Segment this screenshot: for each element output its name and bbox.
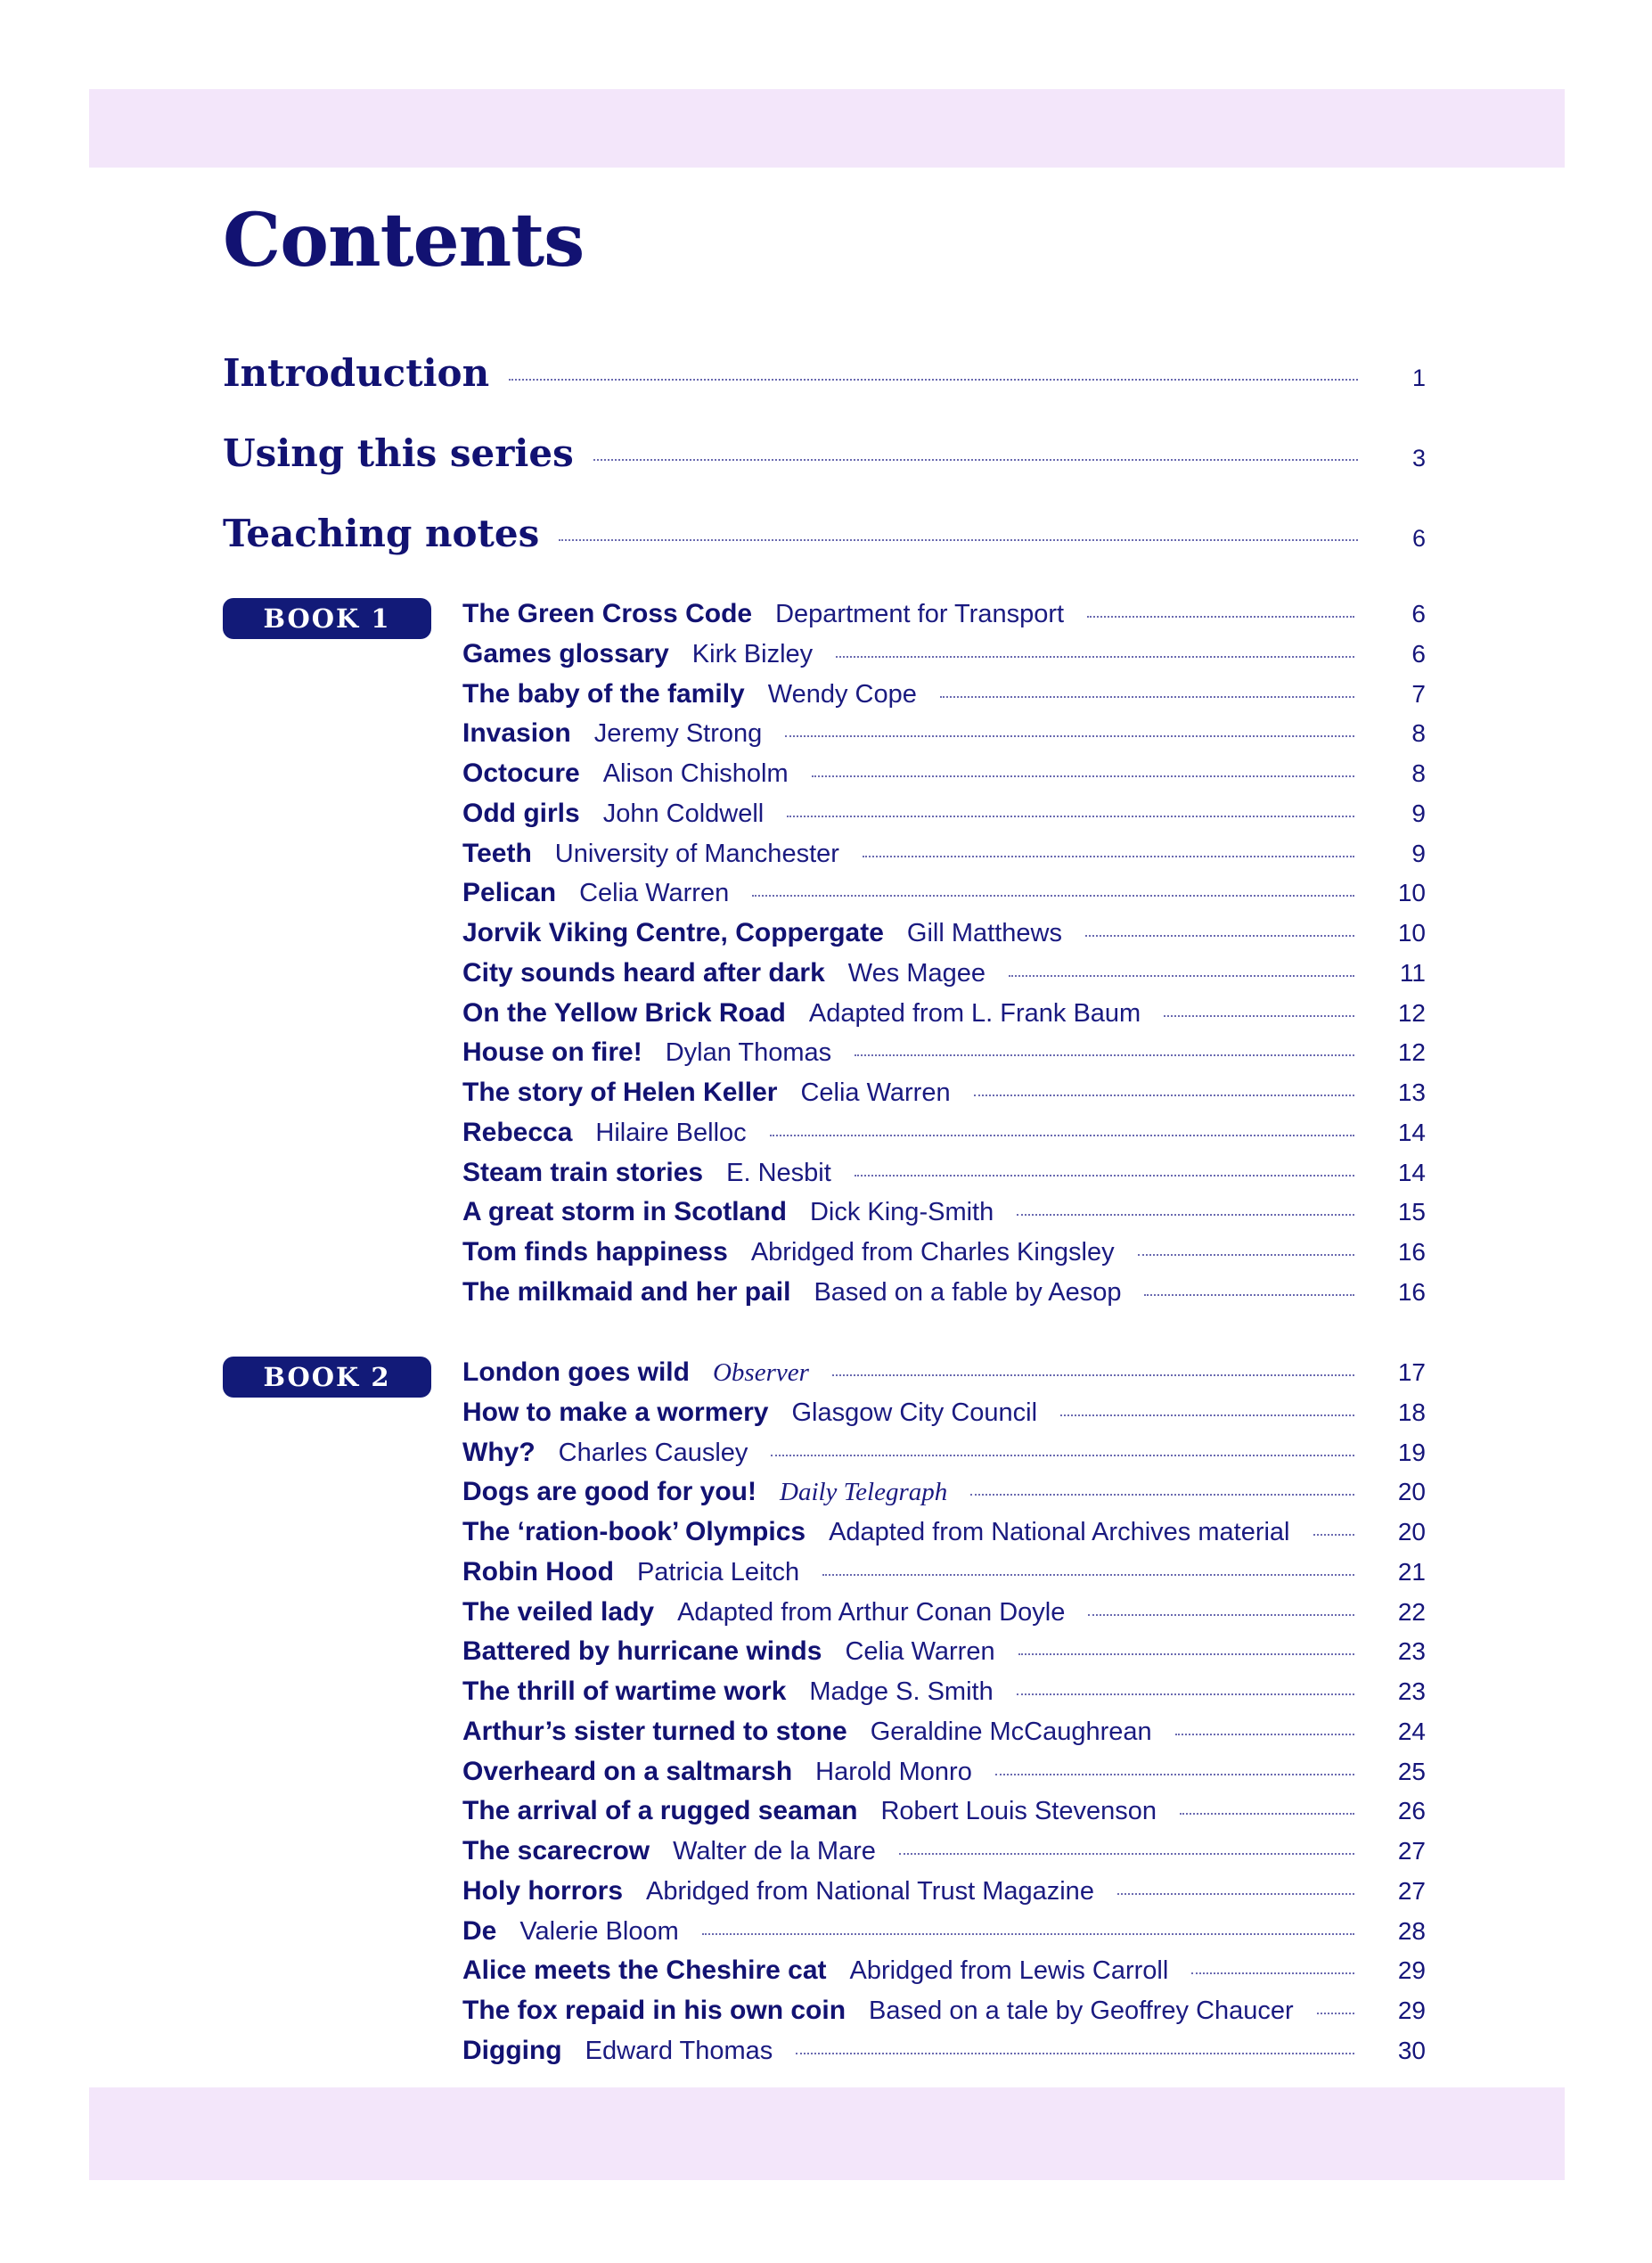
entry-author: Adapted from L. Frank Baum (808, 998, 1141, 1028)
entry-author: Wes Magee (847, 958, 985, 988)
entry-title: Invasion (462, 718, 571, 749)
toc-entry[interactable] (462, 1956, 1426, 1995)
book-2-badge: BOOK 2 (223, 1357, 431, 1398)
entry-author: Observer (712, 1358, 809, 1387)
dot-leader (1018, 1653, 1354, 1655)
entry-title: City sounds heard after dark (462, 957, 825, 988)
dot-leader (1138, 1254, 1354, 1256)
entry-author: Department for Transport (775, 600, 1065, 628)
toc-entry[interactable] (462, 1557, 1426, 1596)
entry-author: Abridged from National Trust Magazine (646, 1876, 1094, 1906)
entry-title: The veiled lady (462, 1596, 655, 1627)
dot-leader (1087, 616, 1354, 618)
entry-author: Wendy Cope (767, 679, 917, 709)
entry-author: Based on a fable by Aesop (814, 1277, 1122, 1307)
toc-entry[interactable] (462, 1158, 1426, 1197)
entry-author: Based on a tale by Geoffrey Chaucer (869, 1997, 1294, 2025)
page-number: 23 (1397, 1677, 1426, 1705)
toc-entry[interactable] (462, 1916, 1426, 1956)
dot-leader (899, 1853, 1354, 1855)
entry-author: Charles Causley (558, 1438, 748, 1467)
toc-entry[interactable] (462, 1836, 1426, 1875)
toc-entry[interactable] (462, 1477, 1426, 1516)
page-number: 22 (1397, 1597, 1426, 1626)
toc-entry[interactable] (462, 839, 1426, 878)
entry-title: Arthur’s sister turned to stone (462, 1716, 847, 1746)
dot-leader (770, 1135, 1354, 1136)
toc-entry[interactable] (462, 1757, 1426, 1796)
dot-leader (771, 1455, 1354, 1456)
toc-entry[interactable] (462, 1796, 1426, 1835)
page-number: 23 (1397, 1637, 1426, 1666)
entry-author: Madge S. Smith (809, 1677, 994, 1706)
entry-author: E. Nesbit (726, 1158, 831, 1187)
page-number: 16 (1397, 1277, 1426, 1306)
entry-author: Harold Monro (815, 1757, 972, 1786)
dot-leader (836, 656, 1354, 658)
entry-title: Pelican (462, 878, 557, 908)
page-number: 25 (1397, 1757, 1426, 1785)
dot-leader (752, 895, 1354, 897)
toc-entry[interactable] (462, 1996, 1426, 2035)
toc-entry[interactable] (462, 878, 1426, 917)
entry-author: Geraldine McCaughrean (870, 1717, 1152, 1746)
toc-section-using-this-series[interactable] (223, 431, 1426, 485)
toc-entry[interactable] (462, 718, 1426, 758)
page-number: 21 (1397, 1557, 1426, 1586)
entry-title: Octocure (462, 758, 580, 788)
page-number: 9 (1411, 839, 1426, 867)
entry-title: Digging (462, 2035, 562, 2065)
toc-entry[interactable] (462, 639, 1426, 678)
page-number: 29 (1397, 1956, 1426, 1985)
entry-author: Glasgow City Council (791, 1398, 1038, 1427)
page-number: 14 (1397, 1158, 1426, 1186)
page-number: 20 (1397, 1478, 1426, 1506)
dot-leader (1085, 935, 1354, 937)
entry-author: Valerie Bloom (519, 1916, 679, 1946)
dot-leader (1313, 1534, 1355, 1536)
entry-author: John Coldwell (602, 799, 765, 828)
entry-author: Edward Thomas (585, 2036, 773, 2065)
entry-author: Celia Warren (579, 879, 730, 908)
page-number: 27 (1397, 1876, 1426, 1905)
toc-entry[interactable] (462, 1277, 1426, 1316)
dot-leader (940, 696, 1354, 698)
page-number: 30 (1397, 2036, 1426, 2064)
toc-entry[interactable] (462, 1357, 1426, 1397)
entry-title: On the Yellow Brick Road (462, 997, 786, 1028)
entry-title: Robin Hood (462, 1556, 614, 1587)
dot-leader (1009, 975, 1354, 977)
entry-title: The scarecrow (462, 1836, 650, 1865)
entry-author: Dylan Thomas (665, 1038, 832, 1068)
toc-entry[interactable] (462, 679, 1426, 718)
toc-entry[interactable] (462, 599, 1426, 638)
toc-entry[interactable] (462, 799, 1426, 838)
top-band (89, 89, 1565, 168)
entry-title: The baby of the family (462, 678, 745, 709)
entry-title: The ‘ration-book’ Olympics (462, 1517, 806, 1546)
page-number: 6 (1411, 525, 1426, 552)
dot-leader (702, 1933, 1354, 1935)
entry-title: The arrival of a rugged seaman (462, 1796, 858, 1826)
entry-author: Robert Louis Stevenson (880, 1797, 1157, 1826)
dot-leader (855, 1175, 1354, 1177)
entry-title: Odd girls (462, 798, 580, 828)
dot-leader (995, 1774, 1354, 1775)
dot-leader (796, 2053, 1354, 2054)
dot-leader (593, 459, 1358, 461)
page-number: 12 (1397, 1038, 1426, 1067)
page-number: 15 (1397, 1198, 1426, 1226)
page-number: 29 (1397, 1997, 1426, 2024)
page-number: 7 (1411, 679, 1426, 708)
entry-title: Tom finds happiness (462, 1237, 728, 1267)
book-1-badge: BOOK 1 (223, 598, 431, 639)
page-number: 24 (1397, 1717, 1426, 1745)
dot-leader (855, 1054, 1354, 1056)
page-number: 10 (1397, 919, 1426, 947)
entry-author: Gill Matthews (906, 919, 1062, 947)
dot-leader (1088, 1614, 1354, 1616)
page-number: 26 (1397, 1797, 1426, 1825)
dot-leader (832, 1374, 1354, 1376)
entry-title: Steam train stories (462, 1157, 704, 1187)
toc-entry[interactable] (462, 1037, 1426, 1077)
dot-leader (1317, 2013, 1354, 2014)
dot-leader (1164, 1015, 1354, 1017)
page-number: 10 (1397, 879, 1426, 907)
toc-entry[interactable] (462, 1876, 1426, 1915)
entry-title: House on fire! (462, 1037, 642, 1068)
page-number: 11 (1399, 958, 1426, 987)
dot-leader (1117, 1893, 1354, 1895)
dot-leader (559, 539, 1358, 541)
entry-author: Alison Chisholm (602, 759, 789, 788)
dot-leader (812, 775, 1354, 777)
dot-leader (1017, 1693, 1354, 1695)
entry-author: Jeremy Strong (593, 719, 763, 749)
page-number: 14 (1397, 1118, 1426, 1146)
entry-author: Walter de la Mare (673, 1837, 876, 1865)
entry-author: Celia Warren (845, 1637, 995, 1667)
entry-author: Adapted from National Archives material (829, 1518, 1290, 1546)
entry-author: Adapted from Arthur Conan Doyle (677, 1597, 1066, 1627)
dot-leader (974, 1095, 1354, 1096)
toc-entry[interactable] (462, 1078, 1426, 1117)
dot-leader (863, 856, 1354, 857)
toc-entry[interactable] (462, 2036, 1426, 2075)
toc-entry[interactable] (462, 758, 1426, 798)
toc-entry[interactable] (462, 1636, 1426, 1676)
dot-leader (1144, 1294, 1354, 1296)
entry-author: Daily Telegraph (780, 1478, 948, 1507)
entry-title: A great storm in Scotland (462, 1197, 787, 1227)
entry-title: Jorvik Viking Centre, Coppergate (462, 918, 884, 947)
section-label: Introduction (223, 351, 490, 395)
entry-title: Overheard on a saltmarsh (462, 1756, 793, 1786)
toc-entry[interactable] (462, 1597, 1426, 1636)
page-number: 6 (1411, 639, 1426, 668)
toc-entry[interactable] (462, 1398, 1426, 1437)
entry-title: Games glossary (462, 638, 669, 668)
bottom-band (89, 2087, 1565, 2180)
entry-title: The story of Helen Keller (462, 1078, 778, 1107)
toc-entry[interactable] (462, 1237, 1426, 1276)
entry-title: How to make a wormery (462, 1397, 769, 1427)
entry-author: University of Manchester (554, 839, 839, 868)
page-number: 1 (1411, 365, 1426, 391)
page-number: 18 (1397, 1398, 1426, 1426)
toc-section-teaching-notes[interactable] (223, 512, 1426, 565)
page-number: 9 (1411, 799, 1426, 827)
entry-title: The Green Cross Code (462, 599, 753, 628)
toc-entry[interactable] (462, 1517, 1426, 1556)
entry-title: Dogs are good for you! (462, 1477, 756, 1507)
entry-author: Kirk Bizley (691, 639, 814, 668)
entry-title: Why? (462, 1437, 536, 1467)
dot-leader (1180, 1813, 1354, 1815)
entry-title: De (462, 1915, 497, 1946)
section-label: Using this series (223, 431, 574, 475)
toc-entry[interactable] (462, 1438, 1426, 1477)
entry-title: Rebecca (462, 1117, 573, 1147)
toc-entry[interactable] (462, 1118, 1426, 1157)
page-number: 28 (1397, 1916, 1426, 1945)
dot-leader (1175, 1734, 1354, 1735)
entry-author: Hilaire Belloc (595, 1118, 747, 1147)
toc-entry[interactable] (462, 958, 1426, 997)
entry-title: Teeth (462, 838, 532, 868)
page-number: 27 (1397, 1837, 1426, 1865)
entry-author: Celia Warren (800, 1078, 951, 1107)
entry-title: The milkmaid and her pail (462, 1276, 791, 1307)
page-number: 3 (1411, 445, 1426, 471)
page-number: 8 (1411, 759, 1426, 787)
toc-entry[interactable] (462, 1197, 1426, 1236)
section-label: Teaching notes (223, 512, 540, 555)
page-number: 12 (1397, 998, 1426, 1027)
page-number: 19 (1397, 1438, 1426, 1466)
entry-title: Battered by hurricane winds (462, 1636, 822, 1667)
entry-author: Abridged from Charles Kingsley (750, 1238, 1115, 1267)
entry-title: The thrill of wartime work (462, 1677, 787, 1706)
entry-title: Holy horrors (462, 1875, 624, 1906)
dot-leader (787, 816, 1354, 817)
entry-author: Patricia Leitch (636, 1557, 800, 1587)
entry-title: Alice meets the Cheshire cat (462, 1956, 827, 1986)
toc-entry[interactable] (462, 918, 1426, 957)
dot-leader (1017, 1214, 1354, 1216)
entry-title: The fox repaid in his own coin (462, 1996, 846, 2025)
page-number: 6 (1411, 600, 1426, 627)
dot-leader (1060, 1414, 1354, 1416)
page-number: 17 (1397, 1358, 1426, 1386)
page-title: Contents (223, 198, 585, 283)
entry-title: London goes wild (462, 1357, 690, 1387)
dot-leader (1191, 1972, 1354, 1974)
toc-entry[interactable] (462, 1717, 1426, 1756)
toc-entry[interactable] (462, 998, 1426, 1037)
dot-leader (970, 1494, 1354, 1496)
page-number: 16 (1397, 1238, 1426, 1266)
entry-author: Abridged from Lewis Carroll (849, 1956, 1169, 1986)
page-number: 8 (1411, 719, 1426, 748)
page-number: 13 (1397, 1078, 1426, 1106)
dot-leader (785, 735, 1354, 737)
toc-entry[interactable] (462, 1677, 1426, 1716)
dot-leader (822, 1574, 1354, 1576)
toc-section-introduction[interactable] (223, 351, 1426, 405)
page-number: 20 (1397, 1518, 1426, 1546)
entry-author: Dick King-Smith (809, 1198, 994, 1227)
dot-leader (509, 379, 1358, 381)
